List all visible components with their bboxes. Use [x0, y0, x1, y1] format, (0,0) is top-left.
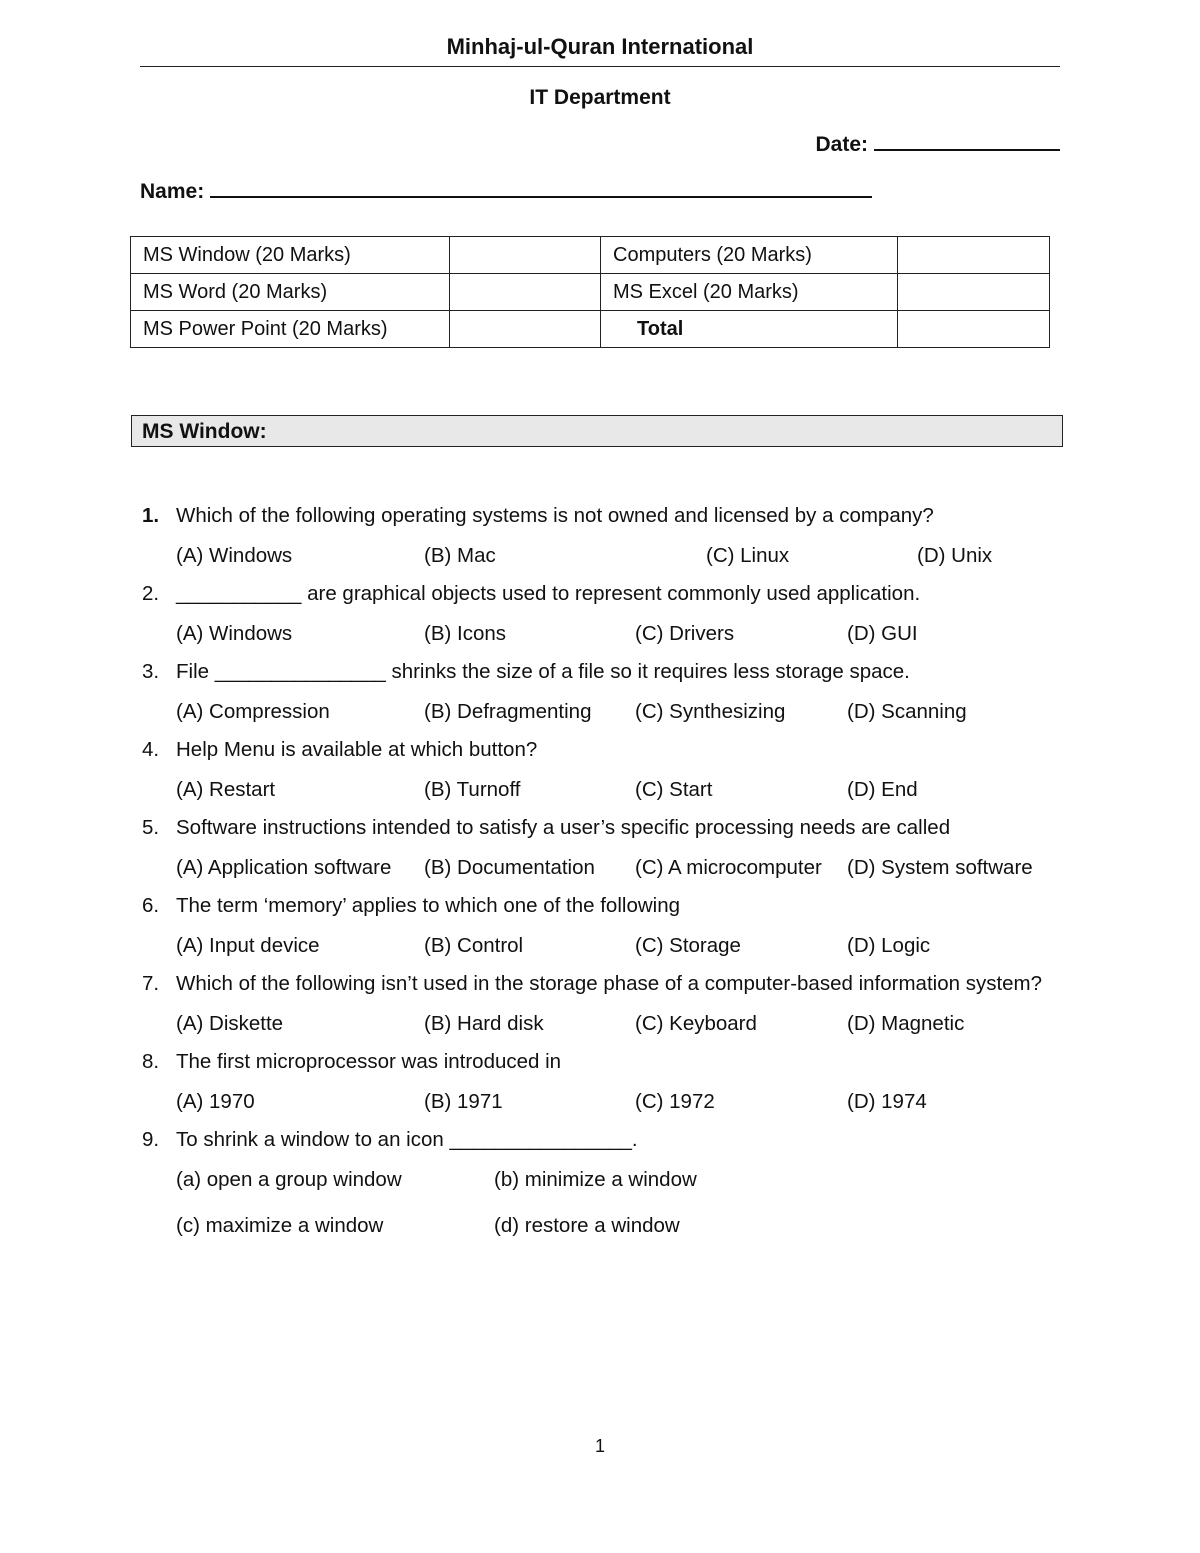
option: (B) Control: [424, 934, 524, 957]
question-item: [140, 890, 1070, 968]
question-text: ___________ are graphical objects used to represent commonly used application.: [176, 582, 921, 605]
question-text: Which of the following isn’t used in the storage phase of a computer-based information system?: [176, 972, 1043, 995]
option-row: [140, 1156, 1070, 1202]
marks-label: Computers (20 Marks): [601, 237, 898, 274]
page-number: 1: [594, 1436, 605, 1456]
name-field: [140, 180, 872, 204]
option: (d) restore a window: [494, 1214, 680, 1237]
question-number: 2.: [142, 582, 160, 605]
option: (D) GUI: [847, 622, 918, 645]
option: (A) Diskette: [176, 1012, 284, 1035]
date-label: Date:: [815, 133, 868, 156]
option: (A) Compression: [176, 700, 330, 723]
option: (A) Input device: [176, 934, 320, 957]
name-label: Name:: [140, 180, 205, 203]
question-number: 4.: [142, 738, 160, 761]
option: (B) Documentation: [424, 856, 595, 879]
question-number: 1.: [142, 504, 160, 527]
option-row: [140, 922, 1070, 968]
question-text: Which of the following operating systems is not owned and licensed by a company?: [176, 504, 934, 527]
marks-value: [450, 311, 601, 348]
option: (a) open a group window: [176, 1168, 402, 1191]
option-row: [140, 532, 1070, 578]
option: (D) 1974: [847, 1090, 927, 1113]
option-row: [140, 610, 1070, 656]
date-blank: [874, 148, 1060, 151]
section-heading: MS Window:: [131, 415, 1063, 447]
option: (B) Hard disk: [424, 1012, 544, 1035]
question-item: [140, 734, 1070, 812]
option-row: [140, 688, 1070, 734]
marks-label: MS Power Point (20 Marks): [131, 311, 450, 348]
total-label: Total: [601, 311, 898, 348]
option: (A) Windows: [176, 544, 293, 567]
marks-row: [131, 274, 1050, 311]
question-text: Software instructions intended to satisfy a user’s specific processing needs are called: [176, 816, 951, 839]
marks-value: [450, 274, 601, 311]
question-item: [140, 578, 1070, 656]
marks-row: [131, 311, 1050, 348]
option-row: [140, 1202, 1070, 1248]
option: (B) Icons: [424, 622, 507, 645]
marks-label: MS Word (20 Marks): [131, 274, 450, 311]
question-number: 6.: [142, 894, 160, 917]
option: (A) Application software: [176, 856, 392, 879]
option: (C) Synthesizing: [635, 700, 786, 723]
option: (A) Restart: [176, 778, 276, 801]
option: (D) End: [847, 778, 918, 801]
option: (D) Scanning: [847, 700, 967, 723]
question-text: The first microprocessor was introduced in: [176, 1050, 562, 1073]
option-row: [140, 766, 1070, 812]
option: (B) Turnoff: [424, 778, 521, 801]
option: (D) Logic: [847, 934, 931, 957]
question-number: 3.: [142, 660, 160, 683]
question-list: [140, 500, 1070, 1248]
question-number: 7.: [142, 972, 160, 995]
question-text: To shrink a window to an icon ________________.: [176, 1128, 638, 1151]
organization-title: Minhaj-ul-Quran International: [446, 34, 754, 59]
option: (D) System software: [847, 856, 1033, 879]
option: (A) Windows: [176, 622, 293, 645]
option-row: [140, 844, 1070, 890]
marks-label: MS Window (20 Marks): [131, 237, 450, 274]
question-item: [140, 812, 1070, 890]
department-title: IT Department: [529, 86, 671, 109]
option: (C) Storage: [635, 934, 741, 957]
question-number: 8.: [142, 1050, 160, 1073]
option: (C) Drivers: [635, 622, 735, 645]
marks-table: [130, 236, 1050, 348]
option: (C) Start: [635, 778, 713, 801]
question-text: File _______________ shrinks the size of a file so it requires less storage space.: [176, 660, 910, 683]
marks-row: [131, 237, 1050, 274]
question-number: 5.: [142, 816, 160, 839]
option: (C) 1972: [635, 1090, 715, 1113]
marks-value: [898, 237, 1050, 274]
question-item: [140, 1046, 1070, 1124]
question-item: [140, 1124, 1070, 1248]
option: (c) maximize a window: [176, 1214, 384, 1237]
name-blank: [210, 195, 872, 198]
option: (B) Mac: [424, 544, 496, 567]
question-text: The term ‘memory’ applies to which one of the following: [176, 894, 681, 917]
question-number: 9.: [142, 1128, 160, 1151]
option: (D) Magnetic: [847, 1012, 965, 1035]
question-item: [140, 500, 1070, 578]
question-item: [140, 656, 1070, 734]
header-divider: [140, 66, 1060, 67]
option: (b) minimize a window: [494, 1168, 697, 1191]
question-item: [140, 968, 1070, 1046]
option-row: [140, 1078, 1070, 1124]
option: (D) Unix: [917, 544, 993, 567]
marks-label: MS Excel (20 Marks): [601, 274, 898, 311]
option: (B) 1971: [424, 1090, 503, 1113]
date-field: [815, 133, 1060, 157]
option: (C) Keyboard: [635, 1012, 757, 1035]
option: (C) Linux: [706, 544, 790, 567]
marks-value: [898, 274, 1050, 311]
question-text: Help Menu is available at which button?: [176, 738, 538, 761]
option: (B) Defragmenting: [424, 700, 592, 723]
total-value: [898, 311, 1050, 348]
option: (C) A microcomputer: [635, 856, 822, 879]
option-row: [140, 1000, 1070, 1046]
option: (A) 1970: [176, 1090, 255, 1113]
marks-value: [450, 237, 601, 274]
